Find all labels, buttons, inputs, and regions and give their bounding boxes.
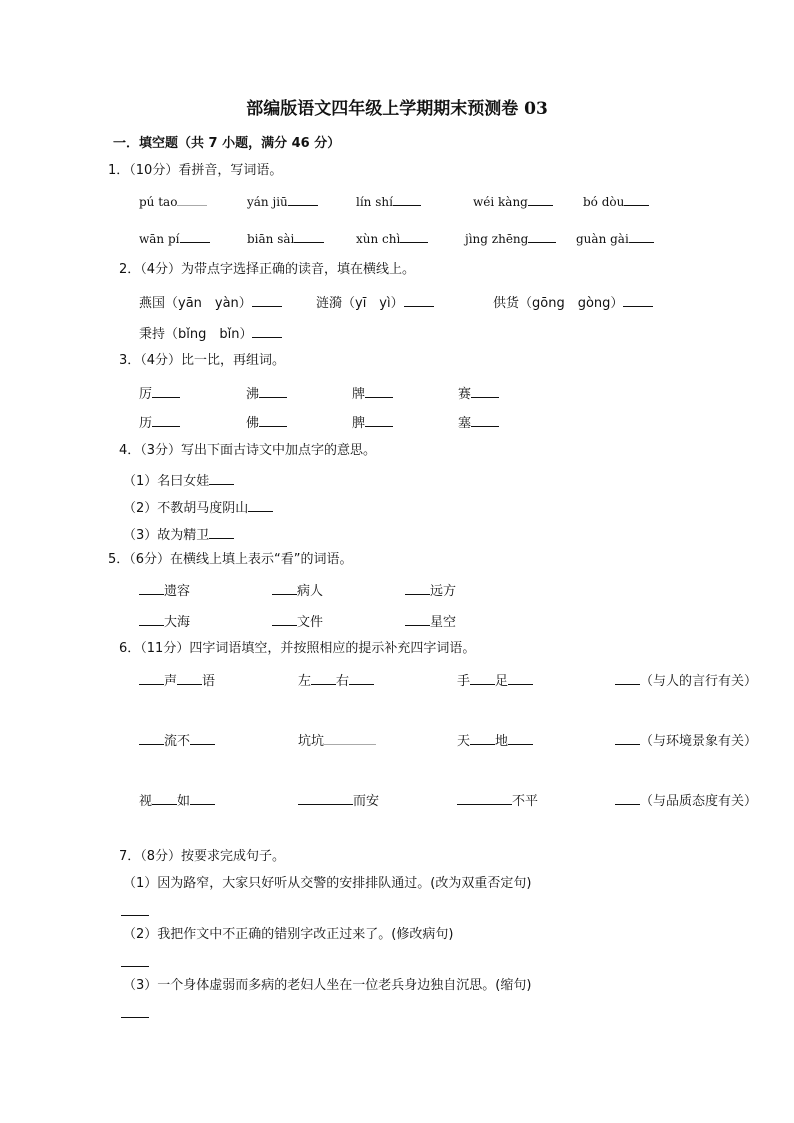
q3-item: 佛 — [246, 414, 287, 430]
answer-blank[interactable] — [298, 792, 353, 805]
q3-item: 历 — [139, 414, 180, 430]
answer-blank[interactable] — [365, 385, 393, 398]
q1-item: yán jiū — [247, 193, 318, 208]
answer-blank[interactable] — [272, 582, 297, 595]
q6-item: 视 如 — [139, 792, 215, 808]
answer-blank[interactable] — [248, 499, 273, 512]
answer-line[interactable] — [121, 954, 149, 970]
q5-item: 文件 — [272, 613, 323, 629]
answer-blank[interactable] — [294, 230, 324, 243]
answer-line[interactable] — [121, 903, 149, 919]
q6-prompt: 6．（11分）四字词语填空，并按照相应的提示补充四字词语。 — [119, 641, 476, 656]
q6-item: （与人的言行有关） — [615, 672, 757, 688]
answer-blank[interactable] — [177, 672, 202, 685]
answer-blank[interactable] — [139, 732, 164, 745]
answer-blank[interactable] — [457, 792, 512, 805]
q5-item: 大海 — [139, 613, 190, 629]
answer-blank[interactable] — [615, 672, 640, 685]
answer-line[interactable] — [121, 1005, 149, 1021]
q6-item: 声 语 — [139, 672, 215, 688]
q3-item: 沸 — [246, 385, 287, 401]
answer-blank[interactable] — [272, 613, 297, 626]
q6-item: 手 足 — [457, 672, 533, 688]
q5-prompt: 5．（6分）在横线上填上表示“看”的词语。 — [108, 552, 353, 567]
q2-prompt: 2．（4分）为带点字选择正确的读音，填在横线上。 — [119, 262, 416, 277]
answer-blank[interactable] — [288, 193, 318, 206]
q1-item: guàn gài — [576, 230, 654, 245]
q5-item: 远方 — [405, 582, 456, 598]
answer-blank[interactable] — [177, 193, 207, 206]
answer-blank[interactable] — [629, 230, 654, 243]
answer-blank[interactable] — [190, 792, 215, 805]
answer-blank[interactable] — [404, 294, 434, 307]
answer-blank[interactable] — [615, 732, 640, 745]
answer-blank[interactable] — [180, 230, 210, 243]
q3-item: 塞 — [458, 414, 499, 430]
q4-item: （2）不教胡马度阴山 — [123, 499, 273, 515]
q2-item: 燕国（yān yàn） — [139, 294, 282, 310]
q6-item: 坑坑 — [298, 732, 376, 748]
answer-blank[interactable] — [349, 672, 374, 685]
q6-item: 而安 — [298, 792, 379, 808]
answer-blank[interactable] — [623, 294, 653, 307]
answer-blank[interactable] — [252, 325, 282, 338]
q6-item: 不平 — [457, 792, 538, 808]
q4-item: （1）名曰女娃 — [123, 472, 234, 488]
answer-blank[interactable] — [471, 385, 499, 398]
answer-blank[interactable] — [405, 613, 430, 626]
answer-blank[interactable] — [365, 414, 393, 427]
answer-blank[interactable] — [152, 385, 180, 398]
q1-item: jìng zhēng — [465, 230, 556, 245]
q6-item: 天 地 — [457, 732, 533, 748]
q2-item: 供货（gōng gòng） — [493, 294, 653, 310]
q1-item: xùn chì — [356, 230, 428, 245]
q2-item: 秉持（bǐng bǐn） — [139, 325, 282, 341]
q1-item: pú tao — [139, 193, 207, 208]
page-title: 部编版语文四年级上学期期末预测卷 03 — [246, 99, 548, 119]
answer-blank[interactable] — [152, 792, 177, 805]
q6-item: （与品质态度有关） — [615, 792, 757, 808]
answer-blank[interactable] — [405, 582, 430, 595]
answer-blank[interactable] — [508, 672, 533, 685]
q4-item: （3）故为精卫 — [123, 526, 234, 542]
answer-blank[interactable] — [400, 230, 428, 243]
answer-blank[interactable] — [190, 732, 215, 745]
answer-blank[interactable] — [324, 732, 376, 745]
q5-item: 遗容 — [139, 582, 190, 598]
q5-item: 病人 — [272, 582, 323, 598]
answer-blank[interactable] — [470, 672, 495, 685]
answer-blank[interactable] — [152, 414, 180, 427]
answer-blank[interactable] — [615, 792, 640, 805]
q1-item: biān sài — [247, 230, 324, 245]
answer-blank[interactable] — [139, 613, 164, 626]
answer-blank[interactable] — [259, 385, 287, 398]
answer-blank[interactable] — [209, 472, 234, 485]
q2-item: 涟漪（yī yì） — [316, 294, 434, 310]
section-heading: 一．填空题（共 7 小题，满分 46 分） — [113, 136, 341, 151]
q3-item: 赛 — [458, 385, 499, 401]
q1-item: wéi kàng — [473, 193, 553, 208]
q7-item: （3）一个身体虚弱而多病的老妇人坐在一位老兵身边独自沉思。(缩句) — [123, 978, 532, 993]
answer-blank[interactable] — [252, 294, 282, 307]
q3-item: 脾 — [352, 414, 393, 430]
q6-item: （与环境景象有关） — [615, 732, 757, 748]
answer-blank[interactable] — [311, 672, 336, 685]
q7-item: （2）我把作文中不正确的错别字改正过来了。(修改病句) — [123, 927, 454, 942]
answer-blank[interactable] — [528, 230, 556, 243]
answer-blank[interactable] — [528, 193, 553, 206]
answer-blank[interactable] — [393, 193, 421, 206]
q3-prompt: 3．（4分）比一比，再组词。 — [119, 353, 286, 368]
q3-item: 厉 — [139, 385, 180, 401]
answer-blank[interactable] — [259, 414, 287, 427]
q3-item: 牌 — [352, 385, 393, 401]
q6-item: 流不 — [139, 732, 215, 748]
answer-blank[interactable] — [471, 414, 499, 427]
answer-blank[interactable] — [139, 672, 164, 685]
q7-item: （1）因为路窄，大家只好听从交警的安排排队通过。(改为双重否定句) — [123, 876, 532, 891]
answer-blank[interactable] — [624, 193, 649, 206]
q1-prompt: 1．（10分）看拼音，写词语。 — [108, 163, 283, 178]
answer-blank[interactable] — [508, 732, 533, 745]
answer-blank[interactable] — [139, 582, 164, 595]
q1-item: bó dòu — [583, 193, 649, 208]
q1-item: lín shí — [356, 193, 421, 208]
q5-item: 星空 — [405, 613, 456, 629]
q1-item: wān pí — [139, 230, 210, 245]
q7-prompt: 7．（8分）按要求完成句子。 — [119, 849, 286, 864]
answer-blank[interactable] — [209, 526, 234, 539]
q4-prompt: 4．（3分）写出下面古诗文中加点字的意思。 — [119, 443, 377, 458]
q6-item: 左 右 — [298, 672, 374, 688]
answer-blank[interactable] — [470, 732, 495, 745]
